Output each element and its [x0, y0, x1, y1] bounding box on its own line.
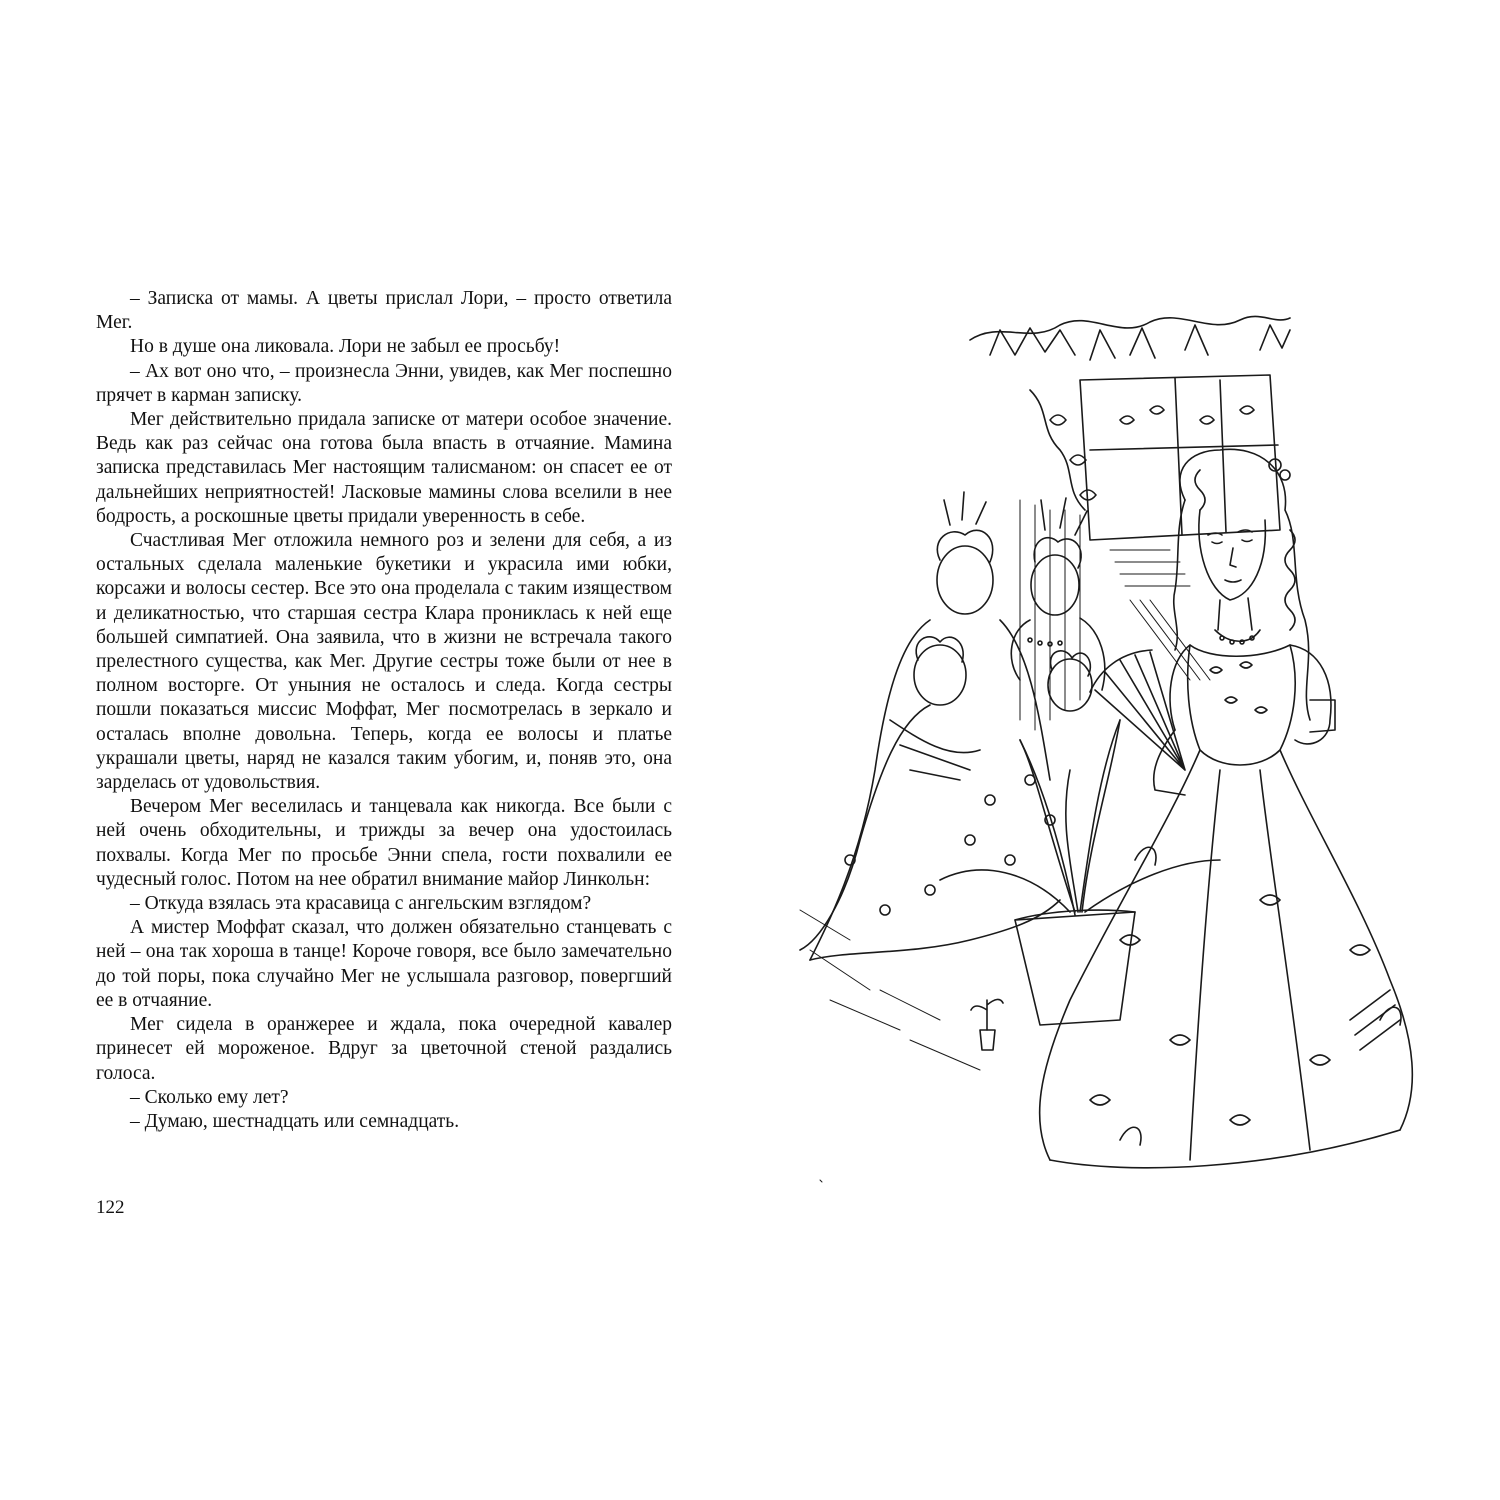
paragraph: Мег сидела в оранжерее и ждала, пока очередной кавалер принесет ей мороженое. Вдруг за цветочной стеной раздались голоса.: [96, 1014, 672, 1084]
text-column: [96, 287, 672, 1134]
paragraph: – Откуда взялась эта красавица с ангельским взглядом?: [130, 893, 592, 915]
paragraph: Счастливая Мег отложила немного роз и зелени для себя, а из остальных сделала маленькие букетики и украсила ими юбки, корсажи и волосы сестер. Все это она проделала с таким изяществом и деликатностью, что старшая сестра Клара прониклась к ней еще большей симпатией. Она заявила, что в жизни не встречала такого прелестного существа, как Мег. Другие сестры тоже были от нее в полном восторге. От уныния не осталось и следа. Когда сестры пошли показаться миссис Моффат, Мег посмотрелась в зеркало и осталась вполне довольна. Теперь, когда ее волосы и платье украшали цветы, наряд не казался таким убогим, и, поняв это, она зарделась от удовольствия.: [96, 530, 672, 794]
paragraph: А мистер Моффат сказал, что должен обязательно станцевать с ней – она так хороша в танце! Короче говоря, все было замечательно до той поры, пока случайно Мег не услышала разговор, повергший ее в отчаяние.: [96, 917, 672, 1011]
paragraph: – Ах вот оно что, – произнесла Энни, увидев, как Мег поспешно прячет в карман записку.: [96, 360, 672, 406]
potted-plant: [940, 720, 1220, 1050]
paragraph: – Сколько ему лет?: [130, 1086, 289, 1108]
seated-girls: [800, 492, 1105, 960]
paragraph: Но в душе она ликовала. Лори не забыл ее просьбу!: [130, 336, 561, 358]
paragraph: Вечером Мег веселилась и танцевала как никогда. Все были с ней очень обходительны, и трижды за вечер она удостоилась похвалы. Когда Мег по просьбе Энни спела, гости похвалили ее чудесный голос. Потом на нее обратил внимание майор Линкольн:: [96, 796, 672, 890]
illustration-ink-sketch: [790, 300, 1430, 1190]
paragraph: – Думаю, шестнадцать или семнадцать.: [130, 1110, 460, 1132]
paragraph: – Записка от мамы. А цветы прислал Лори, – просто ответила Мег.: [96, 288, 672, 334]
page-number: 122: [96, 1197, 125, 1218]
trellis-vines: [970, 316, 1290, 540]
paragraph: Мег действительно придала записке от матери особое значение. Ведь как раз сейчас она готова была впасть в отчаяние. Мамина записка представилась Мег настоящим талисманом: он спасет ее от дальнейших неприятностей! Ласковые мамины слова вселили в нее бодрость, а роскошные цветы придали уверенность в себе.: [96, 409, 672, 527]
